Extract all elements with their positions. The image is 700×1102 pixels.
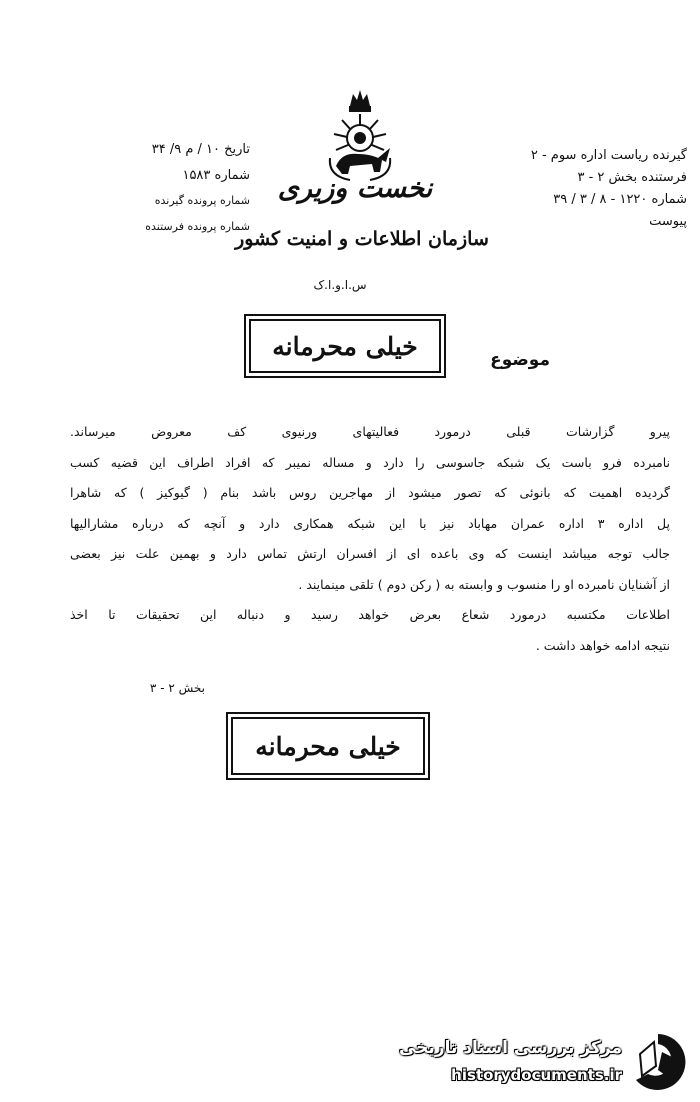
left-meta-block: [60, 143, 250, 247]
attachment-label: پیوست: [649, 214, 687, 229]
body-line: از آشنایان نامبرده او را منسوب و وابسته به ( رکن دوم ) تلقی مینمایند .: [298, 576, 670, 592]
number-label: شماره ۱۵۸۳: [182, 168, 250, 183]
subject-label: موضوع: [490, 350, 550, 370]
recipient-file-label: شماره پرونده فرستنده: [145, 220, 250, 233]
date-label: تاریخ ۱۰ / م ۹/ ۳۴: [151, 142, 250, 157]
number-line: شماره ۱۲۲۰ - ۸ / ۳ / ۳۹: [553, 192, 687, 207]
history-documents-logo-icon: [628, 1030, 688, 1096]
body-line: نتیجه ادامه خواهد داشت .: [535, 637, 670, 653]
ministry-title: نخست وزیری: [277, 173, 433, 204]
watermark-title: مرکز بررسی اسناد تاریخی: [399, 1038, 622, 1058]
classification-stamp-top: خیلی محرمانه: [244, 314, 446, 378]
recipient-line: گیرنده ریاست اداره سوم - ۲: [530, 148, 687, 163]
body-line: نامبرده فرو باست یک شبکه جاسوسی را دارد و مساله نمیبر که افراد اطراف این قضیه کسب: [70, 454, 670, 470]
body-line: گردیده اهمیت که بانوئی که تصور میشود از مهاجرین روس باشد بنام ( گیوکیز ) که شاهرا: [70, 485, 670, 500]
body-line: جالب توجه میباشد اینست که وی باعده ای از افسران ارتش تماس دارد و بهمین علت نیز بعضی: [70, 546, 670, 561]
sender-file-label: شماره پرونده گیرنده: [154, 194, 250, 207]
organization-title: سازمان اطلاعات و امنیت کشور: [235, 228, 489, 250]
watermark: [400, 1030, 690, 1096]
organization-code: س.ا.و.ا.ک: [313, 278, 367, 292]
section-tag: بخش ۲ - ۳: [149, 681, 205, 695]
classification-stamp-bottom: خیلی محرمانه: [226, 712, 430, 780]
sender-line: فرستنده بخش ۲ - ۳: [577, 170, 687, 185]
right-meta-block: [452, 148, 687, 236]
body-line: اطلاعات مکتسبه درمورد شعاع بعرض خواهد رسید و دنباله این تحقیقات تا اخذ: [70, 607, 670, 622]
watermark-url: historydocuments.ir: [451, 1066, 622, 1084]
body-line: پل اداره ۳ اداره عمران مهاباد نیز با این شبکه همکاری دارد و آنچه که درباره مشارالیها: [70, 515, 670, 531]
letter-body: [70, 424, 670, 668]
body-line: پیرو گزارشات قبلی درمورد فعالیتهای ورنیوی کف معروض میرساند.: [70, 424, 670, 439]
